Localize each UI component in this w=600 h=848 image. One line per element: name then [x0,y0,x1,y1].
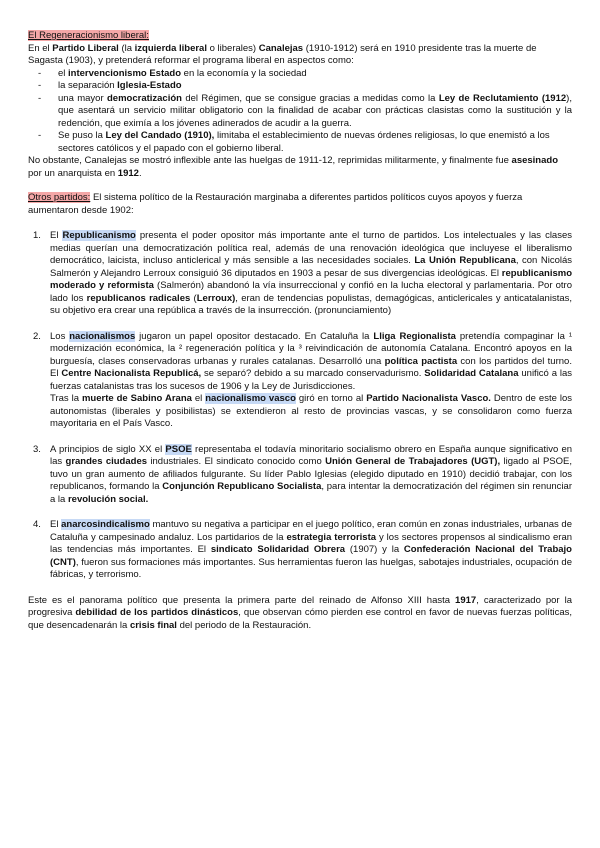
section2-intro: Otros partidos: El sistema político de la Restauración marginaba a diferentes partidos políticos cuyos apoyos y fuerza aumentaron desde 1902: [28,192,523,216]
spacer [28,217,572,230]
list-item-republicanismo: 1. El Republicanismo presenta el poder opositor más importante ante el turno de partidos. Los intelectuales y las clases medias querían una democratización política real, además de una renovación ideológica que incluyese el liberalismo democrático, laicista, incluso anticlerical y más sensible a las necesidades sociales. La Unión Republicana, con Nicolás Salmerón y Alejandro Lerroux consiguió 36 diputados en 1903 a pesar de sus divergencias ideológicas. El republicanismo moderado y reformista (Salmerón) abandonó la vía insurreccional y confió en la lucha electoral y parlamentaria. Por otro lado los republicanos radicales (Lerroux), eran de tendencias populistas, demagógicas, anticlericales y anticatalanistas, su objetivo era crear una república a través de la insurrección. (pronunciamiento) [33,230,573,316]
bullet-item: - la separación Iglesia-Estado [54,80,572,93]
bullet-item: - una mayor democratización del Régimen, que se consigue gracias a medidas como la Ley de Reclutamiento (1912), que asentará un servicio militar obligatorio con la finalidad de acabar con prácticas clasistas como la sustitución y la redención, que eximía a los jóvenes adinerados de acudir a la guerra. [54,93,572,131]
bullet-item: - Se puso la Ley del Candado (1910), limitaba el establecimiento de nuevas órdenes religiosas, lo que enemistó a los sectores católicos y el papado con el gobierno liberal. [54,130,572,155]
conclusion-paragraph: Este es el panorama político que presenta la primera parte del reinado de Alfonso XIII hasta 1917, caracterizado por la progresiva debilidad de los partidos dinásticos, que observan cómo pierden ese control en favor de nuevas fuerzas políticas, que desencadenarán la crisis final del periodo de la Restauración. [28,594,572,631]
spacer [28,582,572,595]
parties-numbered-list [28,230,572,582]
list-item-psoe: 3. A principios de siglo XX el PSOE representaba el todavía minoritario socialismo obrero en España aunque significativo en las grandes ciudades industriales. El sindicato conocido como Unión General de Trabajadores (UGT), ligado al PSOE, tuvo un gran aumento de afiliados fulgurante. Su líder Pablo Iglesias (elegido diputado en 1910) decidió trabajar, con los republicanos, formando la Conjunción Republicano Socialista, para intentar la democratización del régimen sin renunciar a la revolución social. [33,443,573,505]
highlight-term: nacionalismo vasco [205,393,296,404]
section1-closing: No obstante, Canalejas se mostró inflexible ante las huelgas de 1911-12, reprimidas militarmente, y finalmente fue asesinado por un anarquista en 1912. [28,155,558,179]
heading-highlight: El Regeneracionismo liberal: [28,30,149,41]
list-item-anarcosindicalismo: 4. El anarcosindicalismo mantuvo su negativa a participar en el juego político, eran común en zonas industriales, urbanas de Cataluña y campesinado andaluz. Los partidarios de la estrategia terrorista y los sectores propensos al sindicalismo eran las tendencias más importantes. El sindicato Solidaridad Obrera (1907) y la Confederación Nacional del Trabajo (CNT), fueron sus formaciones más importantes. Sus herramientas fueron las huelgas, sabotajes industriales, ocupación de fábricas, y terrorismo. [33,519,573,580]
highlight-term: anarcosindicalismo [61,519,150,530]
bullet-item: - el intervencionismo Estado en la economía y la sociedad [54,68,572,81]
highlight-term: nacionalismos [69,330,136,342]
highlight-term: PSOE [165,443,192,455]
spacer [50,506,572,519]
spacer [50,431,572,444]
section-heading-regeneracionismo [28,30,572,43]
nacionalismo-vasco-paragraph: Tras la muerte de Sabino Arana el nacionalismo vasco giró en torno al Partido Nacionalista Vasco. Dentro de este los autonomistas (liberales y posibilistas) se extendieron al resto de provincias vascas, y se consolidaron como fuerza mayoritaria en el País Vasco. [50,393,572,429]
list-item-nacionalismos: 2. Los nacionalismos jugaron un papel opositor destacado. En Cataluña la Lliga Regionalista pretendía compaginar la ¹ modernización económica, la ² regeneración política y la ³ reivindicación de autonomía Catalana. Encontró apoyos en la burguesía, clases conservadoras urbanas y rurales catalanas. Desarrolló una política pactista con los partidos del turno. El Centre Nacionalista Republicá, se separó? debido a su marcado conservadurismo. Solidaridad Catalana unificó a las fuerzas catalanistas tras los sucesos de 1906 y la Ley de Jurisdicciones. Tras la muerte de Sabino Arana el nacionalismo vasco giró en torno al Partido Nacionalista Vasco. Dentro de este los autonomistas (liberales y posibilistas) se extendieron al resto de provincias vascas, y se consolidaron como fuerza mayoritaria en el País Vasco. [33,330,573,429]
section1-intro: En el Partido Liberal (la izquierda liberal o liberales) Canalejas (1910-1912) será en 1910 presidente tras la muerte de Sagasta (1903), y pretenderá reformar el programa liberal en aspectos como: [28,42,537,66]
heading-highlight: Otros partidos: [28,192,91,203]
spacer [50,318,572,331]
reform-bullet-list [28,68,572,156]
highlight-term: Republicanismo [62,230,136,241]
spacer [28,180,572,192]
